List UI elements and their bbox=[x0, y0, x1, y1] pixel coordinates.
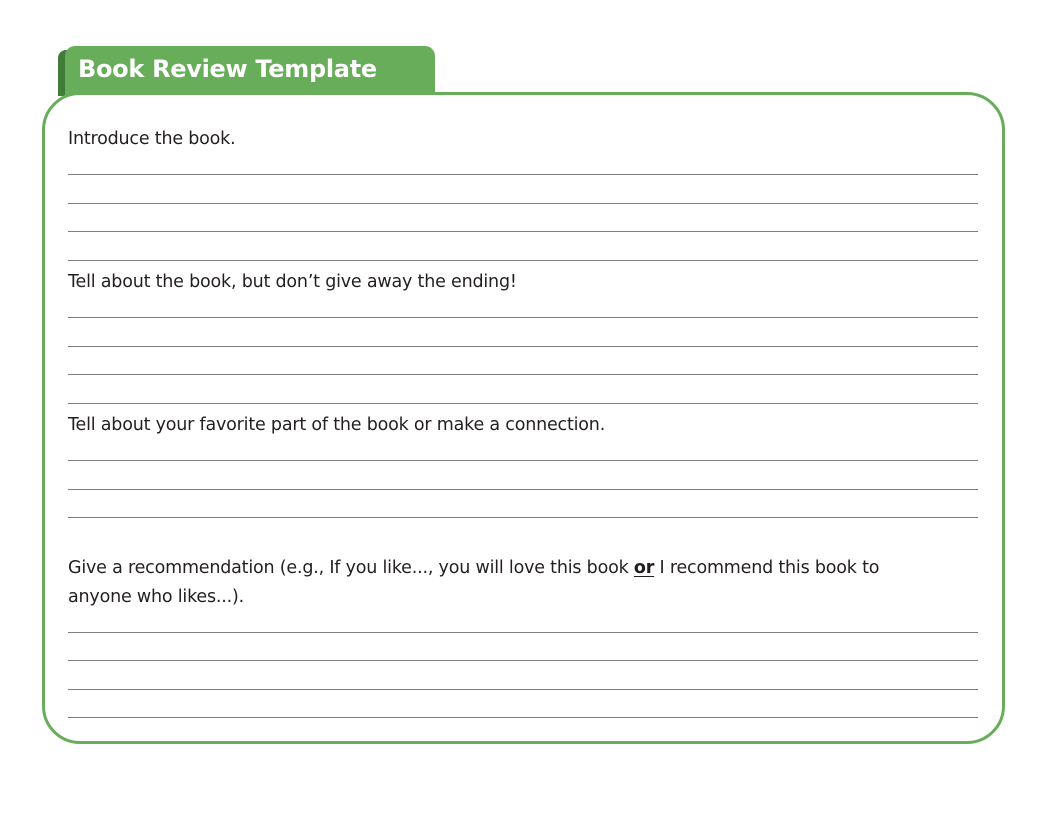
prompt-recommendation bbox=[68, 554, 879, 582]
writing-line[interactable] bbox=[68, 660, 978, 661]
writing-line[interactable] bbox=[68, 632, 978, 633]
writing-line[interactable] bbox=[68, 717, 978, 718]
writing-line[interactable] bbox=[68, 174, 978, 175]
writing-line[interactable] bbox=[68, 489, 978, 490]
prompt-recommendation-emphasis: or bbox=[633, 558, 655, 578]
writing-line[interactable] bbox=[68, 346, 978, 347]
writing-line[interactable] bbox=[68, 317, 978, 318]
prompt-recommendation-line2: anyone who likes...). bbox=[68, 587, 244, 607]
writing-line[interactable] bbox=[68, 517, 978, 518]
prompt-summary: Tell about the book, but don’t give away the ending! bbox=[68, 272, 517, 292]
title-tab bbox=[65, 46, 435, 98]
writing-line[interactable] bbox=[68, 689, 978, 690]
writing-line[interactable] bbox=[68, 403, 978, 404]
writing-line[interactable] bbox=[68, 231, 978, 232]
writing-line[interactable] bbox=[68, 203, 978, 204]
prompt-favorite-part: Tell about your favorite part of the book or make a connection. bbox=[68, 415, 606, 435]
writing-line[interactable] bbox=[68, 260, 978, 261]
writing-line[interactable] bbox=[68, 460, 978, 461]
page-title: Book Review Template bbox=[78, 55, 377, 83]
prompt-introduce: Introduce the book. bbox=[68, 129, 236, 149]
prompt-recommendation-part2: I recommend this book to bbox=[654, 558, 880, 578]
writing-line[interactable] bbox=[68, 374, 978, 375]
prompt-recommendation-part1: Give a recommendation (e.g., If you like..., you will love this book bbox=[68, 558, 634, 578]
